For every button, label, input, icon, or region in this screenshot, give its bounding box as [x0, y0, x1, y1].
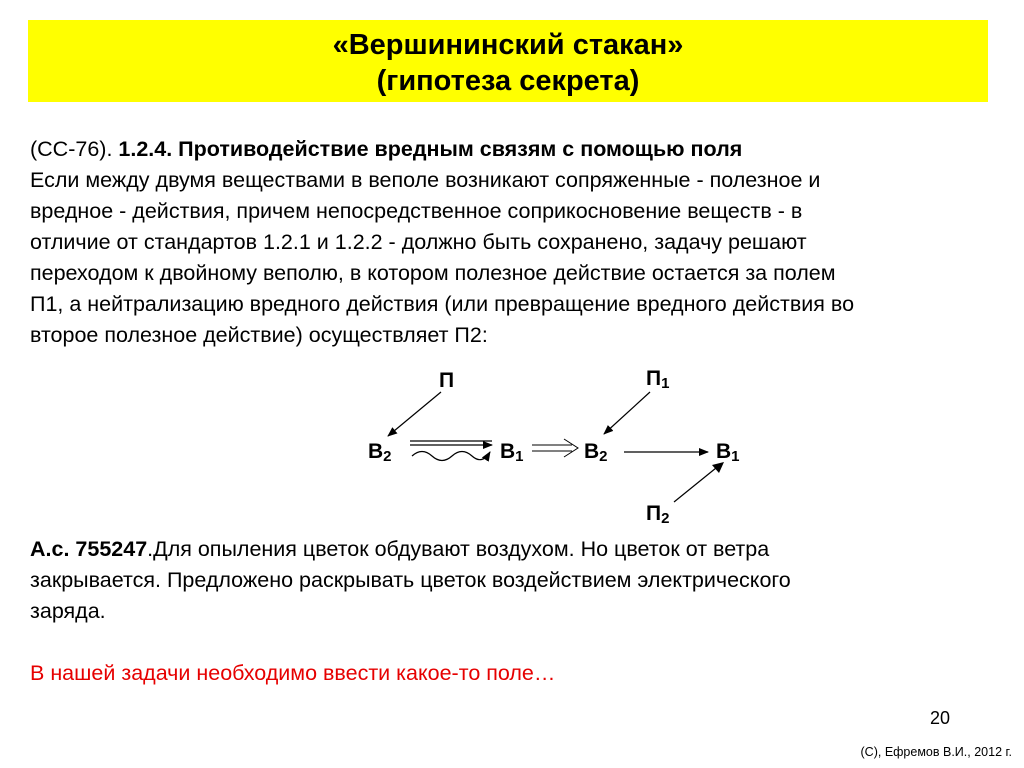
description-line: Если между двумя веществами в веполе возникают сопряженные - полезное и: [30, 168, 821, 192]
harmful-action-wavy-arrow: [412, 452, 490, 461]
description-line: переходом к двойному веполю, в котором полезное действие остается за полем: [30, 261, 836, 285]
standard-heading: 1.2.4. Противодействие вредным связям с помощью поля: [118, 137, 743, 161]
field-p-arrow: [388, 392, 441, 436]
substance-b1-right: В1: [716, 440, 740, 465]
substance-b1-left: В1: [500, 440, 524, 465]
title-line-2: (гипотеза секрета): [376, 65, 640, 97]
description-line: второе полезное действие) осуществляет П2:: [30, 323, 488, 347]
title-line-1: «Вершининский стакан»: [332, 29, 684, 61]
field-p2-arrow: [674, 468, 716, 502]
copyright: (С), Ефремов В.И., 2012 г.: [860, 745, 1012, 759]
field-p1-arrow: [604, 392, 650, 434]
example-line-3: заряда.: [30, 599, 106, 623]
field-p2-label: П2: [646, 502, 670, 527]
substance-b2-right: В2: [584, 440, 608, 465]
transform-arrow-head: [564, 439, 578, 457]
substance-b2-left: В2: [368, 440, 392, 465]
field-p-label: П: [439, 369, 455, 392]
field-p2-arrowhead: [712, 462, 724, 473]
description-line: вредное - действия, причем непосредственное соприкосновение веществ - в: [30, 199, 803, 223]
patent-reference: А.с. 755247: [30, 537, 148, 561]
example-block: [30, 534, 1020, 627]
description-line: отличие от стандартов 1.2.1 и 1.2.2 - должно быть сохранено, задачу решают: [30, 230, 807, 254]
standard-code: (СС-76).: [30, 137, 113, 161]
field-p1-label: П1: [646, 367, 670, 392]
description-line: П1, а нейтрализацию вредного действия (или превращение вредного действия во: [30, 292, 855, 316]
example-line-1: [30, 534, 1020, 565]
page-number: 20: [930, 708, 951, 728]
task-note: В нашей задачи необходимо ввести какое-то поле…: [30, 661, 556, 685]
example-line-2: закрывается. Предложено раскрывать цветок воздействием электрического: [30, 568, 791, 592]
example-text-1: .Для опыления цветок обдувают воздухом. Но цветок от ветра: [147, 537, 770, 561]
